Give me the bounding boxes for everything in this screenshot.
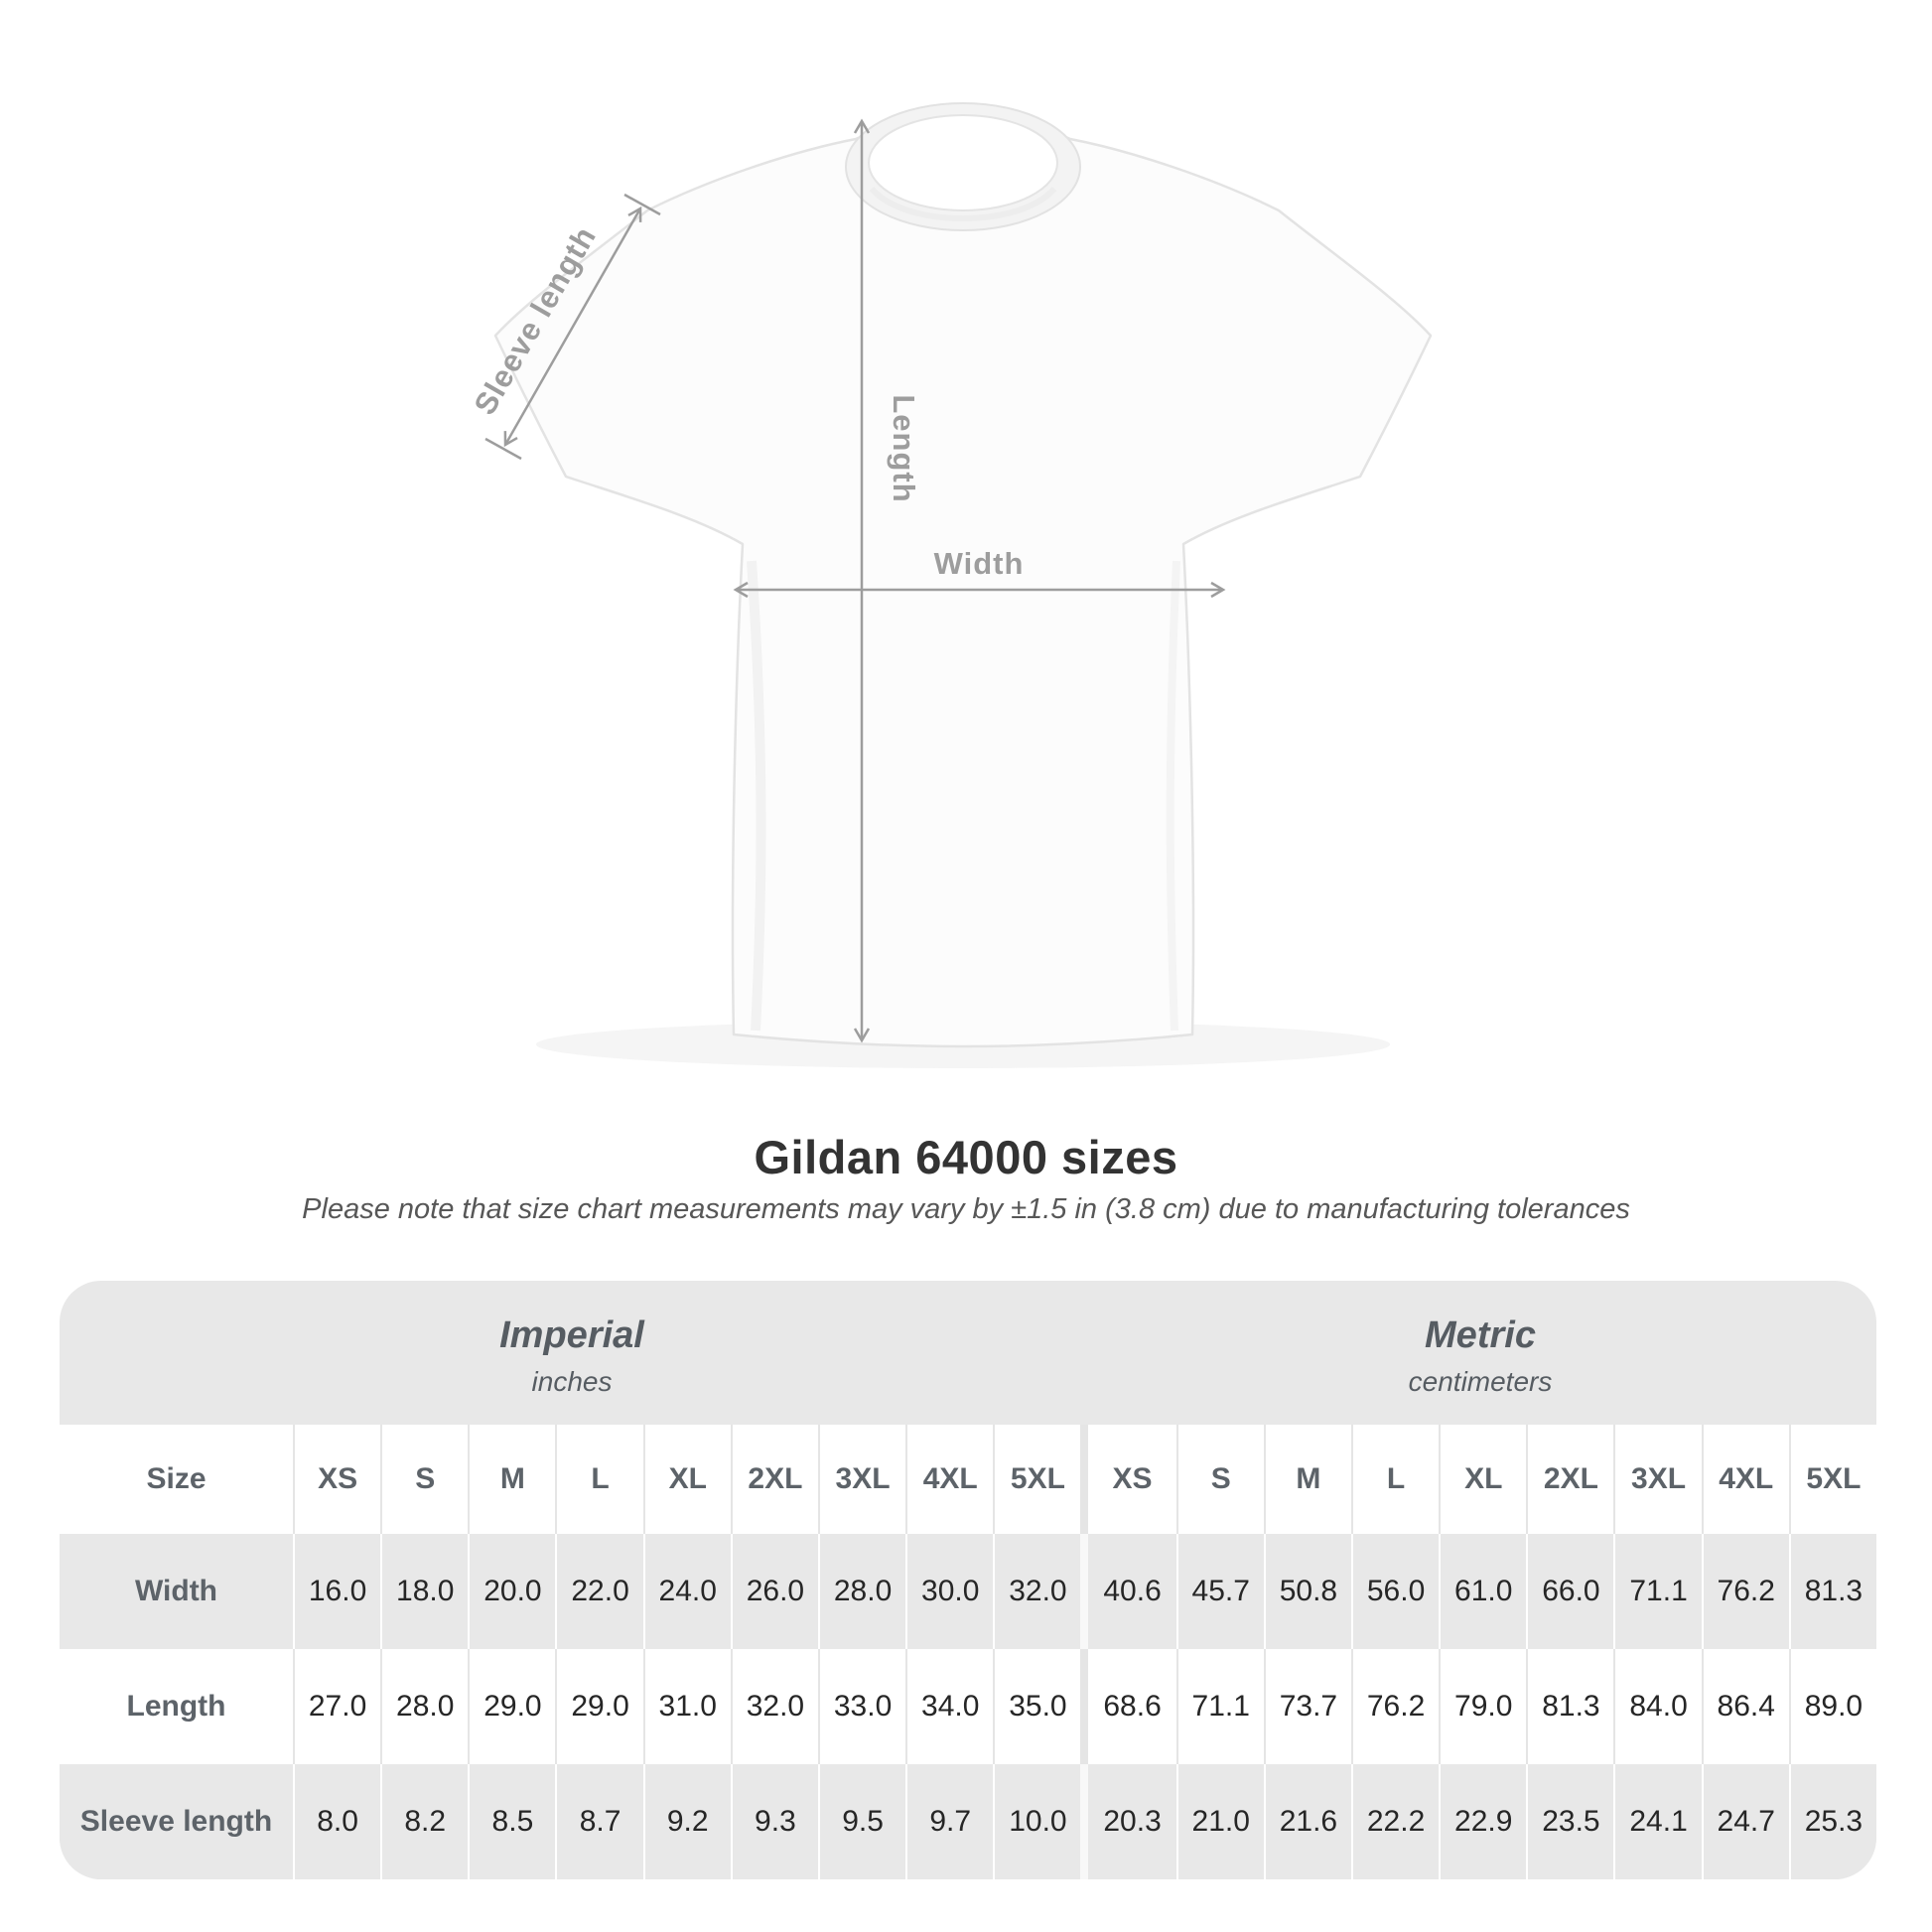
size-col-header: S [380, 1425, 468, 1534]
size-col-header: XS [293, 1425, 380, 1534]
size-col-header: L [1351, 1425, 1439, 1534]
table-cell: 76.2 [1702, 1534, 1789, 1649]
size-col-header: XL [1439, 1425, 1526, 1534]
table-cell: 31.0 [643, 1649, 731, 1764]
table-cell: 50.8 [1264, 1534, 1351, 1649]
table-row-length [60, 1649, 1876, 1764]
table-cell: 8.7 [555, 1764, 642, 1879]
table-cell: 35.0 [993, 1649, 1080, 1764]
table-cell: 33.0 [818, 1649, 905, 1764]
size-col-header: XS [1112, 1462, 1153, 1495]
size-header-row [60, 1425, 1876, 1534]
size-col-header: L [555, 1425, 642, 1534]
table-cell: 24.7 [1702, 1764, 1789, 1879]
row-label: Length [126, 1690, 226, 1723]
row-label: Width [134, 1575, 218, 1607]
section-divider [1080, 1425, 1088, 1534]
sleeve-arrow-tick-bottom [485, 439, 521, 459]
table-cell: 40.6 [1103, 1575, 1162, 1607]
size-col-header: XL [643, 1425, 731, 1534]
table-cell: 8.5 [468, 1764, 555, 1879]
length-label: Length [887, 394, 921, 503]
metric-section-header [1084, 1281, 1876, 1425]
collar-inner [869, 115, 1057, 210]
table-cell: 27.0 [293, 1649, 380, 1764]
table-cell: 24.0 [643, 1534, 731, 1649]
table-cell: 73.7 [1264, 1649, 1351, 1764]
tolerance-note: Please note that size chart measurements may vary by ±1.5 in (3.8 cm) due to manufacturing tolerances [302, 1193, 1630, 1225]
table-cell: 25.3 [1789, 1764, 1876, 1879]
table-cell: 9.7 [905, 1764, 993, 1879]
table-row-sleeve-length [60, 1764, 1876, 1879]
size-col-header: S [1176, 1425, 1264, 1534]
table-cell: 81.3 [1526, 1649, 1613, 1764]
table-cell: 89.0 [1789, 1649, 1876, 1764]
table-cell: 81.3 [1789, 1534, 1876, 1649]
size-col-header: M [1264, 1425, 1351, 1534]
table-cell: 45.7 [1176, 1534, 1264, 1649]
table-cell: 84.0 [1613, 1649, 1701, 1764]
table-cell: 32.0 [993, 1534, 1080, 1649]
size-col-header: 4XL [1702, 1425, 1789, 1534]
table-cell: 22.0 [555, 1534, 642, 1649]
table-cell: 79.0 [1439, 1649, 1526, 1764]
table-cell: 8.2 [380, 1764, 468, 1879]
table-cell: 9.3 [731, 1764, 818, 1879]
table-cell: 18.0 [380, 1534, 468, 1649]
section-divider [1080, 1764, 1088, 1879]
table-cell: 30.0 [905, 1534, 993, 1649]
section-divider [1080, 1649, 1088, 1764]
table-cell: 9.5 [818, 1764, 905, 1879]
table-cell: 34.0 [905, 1649, 993, 1764]
sleeve-length-label: Sleeve length [467, 219, 604, 421]
table-cell: 23.5 [1526, 1764, 1613, 1879]
table-cell: 20.0 [468, 1534, 555, 1649]
section-divider [1080, 1534, 1088, 1649]
width-label: Width [933, 546, 1025, 581]
size-col-header: 5XL [1789, 1425, 1876, 1534]
table-cell: 10.0 [993, 1764, 1080, 1879]
metric-title: Metric [1425, 1313, 1536, 1356]
size-table [60, 1281, 1876, 1879]
size-col-header: M [468, 1425, 555, 1534]
metric-unit: centimeters [1408, 1365, 1553, 1397]
table-cell: 29.0 [468, 1649, 555, 1764]
table-cell: 22.9 [1439, 1764, 1526, 1879]
size-col-header: 2XL [731, 1425, 818, 1534]
imperial-unit: inches [531, 1365, 613, 1397]
size-col-header: 5XL [993, 1425, 1080, 1534]
table-cell: 24.1 [1613, 1764, 1701, 1879]
imperial-title: Imperial [499, 1313, 644, 1356]
table-cell: 9.2 [643, 1764, 731, 1879]
table-cell: 32.0 [731, 1649, 818, 1764]
table-cell: 16.0 [293, 1534, 380, 1649]
table-cell: 28.0 [818, 1534, 905, 1649]
table-cell: 20.3 [1103, 1805, 1162, 1838]
table-cell: 71.1 [1176, 1649, 1264, 1764]
table-row-width [60, 1534, 1876, 1649]
size-header: Size [146, 1462, 207, 1495]
table-cell: 29.0 [555, 1649, 642, 1764]
table-cell: 56.0 [1351, 1534, 1439, 1649]
table-cell: 22.2 [1351, 1764, 1439, 1879]
table-cell: 21.6 [1264, 1764, 1351, 1879]
table-cell: 76.2 [1351, 1649, 1439, 1764]
table-cell: 66.0 [1526, 1534, 1613, 1649]
size-col-header: 3XL [1613, 1425, 1701, 1534]
table-cell: 28.0 [380, 1649, 468, 1764]
size-col-header: 2XL [1526, 1425, 1613, 1534]
size-col-header: 3XL [818, 1425, 905, 1534]
tshirt-body [495, 126, 1431, 1047]
table-cell: 86.4 [1702, 1649, 1789, 1764]
table-cell: 71.1 [1613, 1534, 1701, 1649]
page-title: Gildan 64000 sizes [754, 1131, 1178, 1183]
row-label: Sleeve length [79, 1805, 273, 1838]
table-cell: 8.0 [293, 1764, 380, 1879]
table-cell: 26.0 [731, 1534, 818, 1649]
sleeve-arrow-tick-top [624, 195, 660, 214]
size-col-header: 4XL [905, 1425, 993, 1534]
table-cell: 21.0 [1176, 1764, 1264, 1879]
unit-header-band [60, 1281, 1876, 1425]
table-cell: 61.0 [1439, 1534, 1526, 1649]
table-cell: 68.6 [1103, 1690, 1162, 1723]
imperial-section-header [60, 1281, 1084, 1425]
